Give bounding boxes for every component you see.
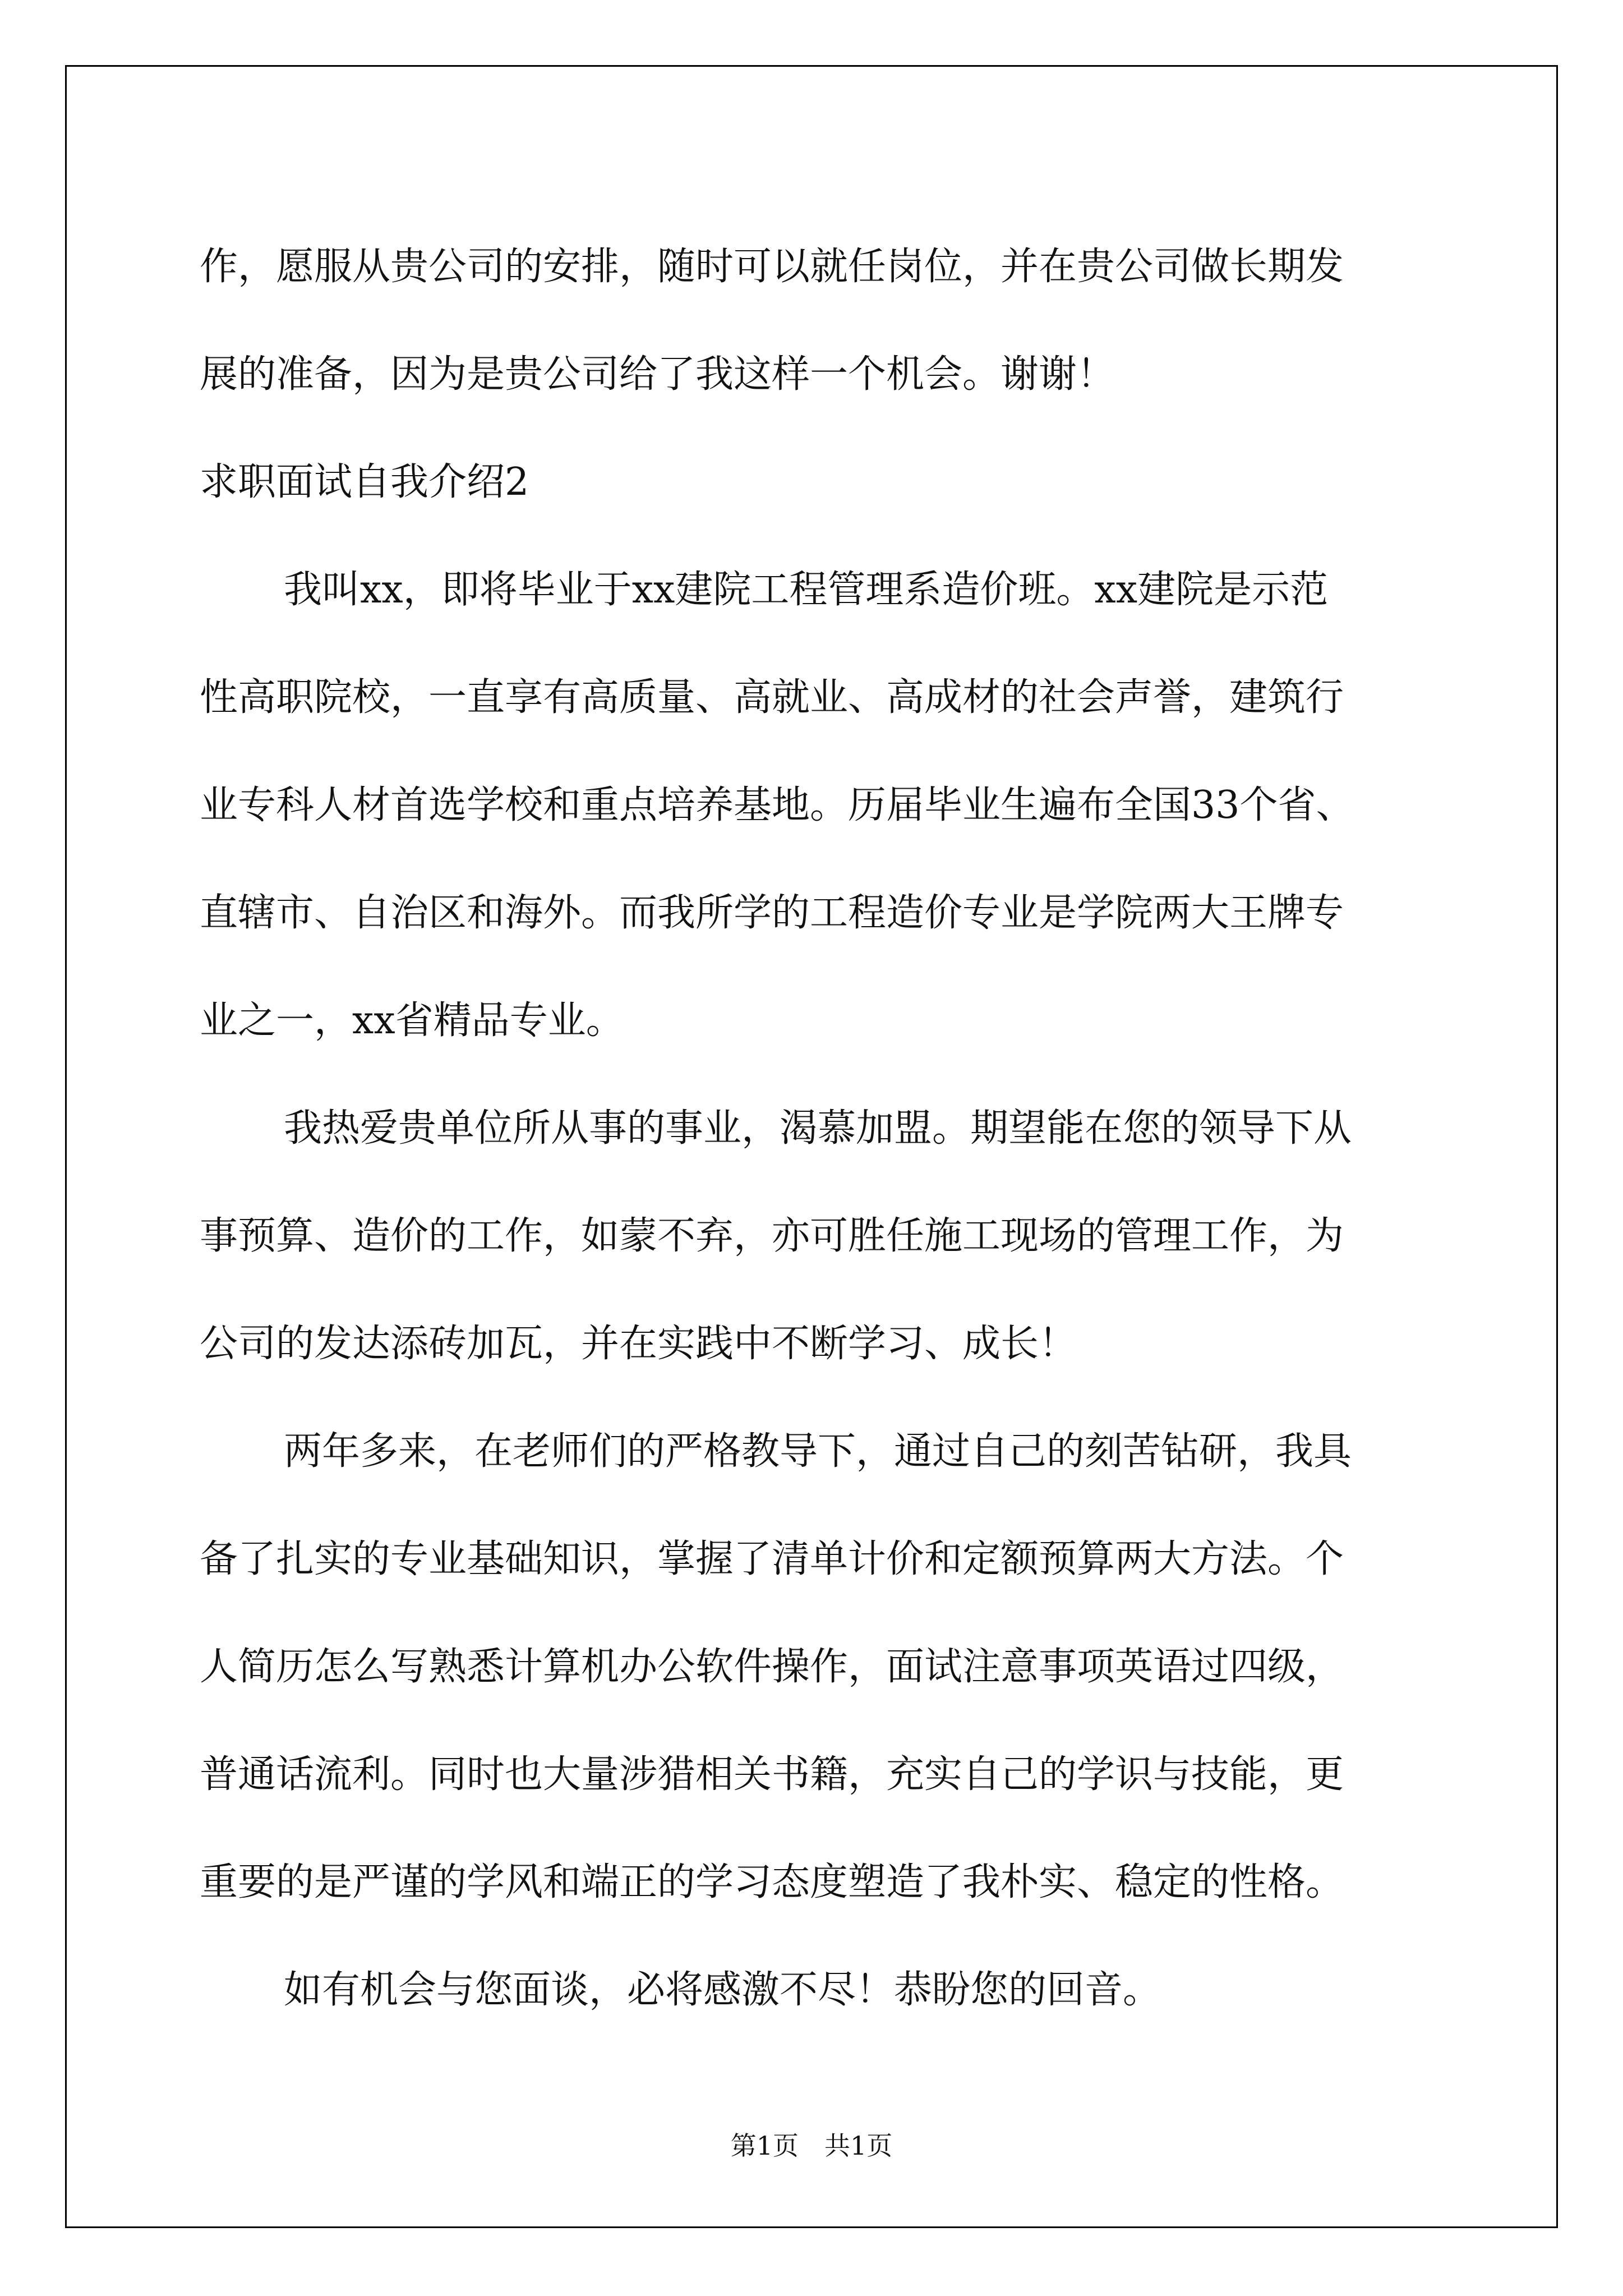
- paragraph: [200, 1075, 1450, 1398]
- paragraph-line: 公司的发达添砖加瓦，并在实践中不断学习、成长！: [200, 1322, 1077, 1366]
- paragraph-line: 重要的是严谨的学风和端正的学习态度塑造了我朴实、稳定的性格。: [200, 1860, 1344, 1904]
- paragraph-line: 两年多来，在老师们的严格教导下，通过自己的刻苦钻研，我具: [284, 1429, 1352, 1474]
- paragraph-line: 事预算、造价的工作，如蒙不弃，亦可胜任施工现场的管理工作，为: [200, 1214, 1344, 1258]
- intro-line: 展的准备，因为是贵公司给了我这样一个机会。谢谢！: [200, 352, 1115, 397]
- intro-line: 作，愿服从贵公司的安排，随时可以就任岗位，并在贵公司做长期发: [200, 245, 1344, 289]
- paragraph-line: 备了扎实的专业基础知识，掌握了清单计价和定额预算两大方法。个: [200, 1537, 1344, 1581]
- paragraph-line: 我热爱贵单位所从事的事业，渴慕加盟。期望能在您的领导下从: [284, 1106, 1352, 1151]
- document-body: [200, 213, 1450, 2044]
- paragraph: [200, 1398, 1450, 1936]
- paragraph-line: 我叫xx，即将毕业于xx建院工程管理系造价班。xx建院是示范: [284, 568, 1329, 612]
- paragraph-line: 性高职院校，一直享有高质量、高就业、高成材的社会声誉，建筑行: [200, 675, 1344, 720]
- paragraph-line: 普通话流利。同时也大量涉猎相关书籍，充实自己的学识与技能，更: [200, 1752, 1344, 1797]
- paragraph-line: 如有机会与您面谈，必将感激不尽！恭盼您的回音。: [284, 1968, 1161, 2012]
- paragraph: [200, 1936, 1450, 2044]
- paragraph: [200, 536, 1450, 1075]
- paragraph-line: 业专科人材首选学校和重点培养基地。历届毕业生遍布全国33个省、: [200, 783, 1354, 827]
- paragraph-line: 直辖市、自治区和海外。而我所学的工程造价专业是学院两大王牌专: [200, 891, 1344, 935]
- paragraph-line: 人简历怎么写熟悉计算机办公软件操作，面试注意事项英语过四级，: [200, 1645, 1344, 1689]
- paragraph-line: 业之一，xx省精品专业。: [200, 999, 624, 1043]
- section-heading: 求职面试自我介绍2: [200, 460, 529, 504]
- page-footer: 第1页 共1页: [730, 2131, 893, 2161]
